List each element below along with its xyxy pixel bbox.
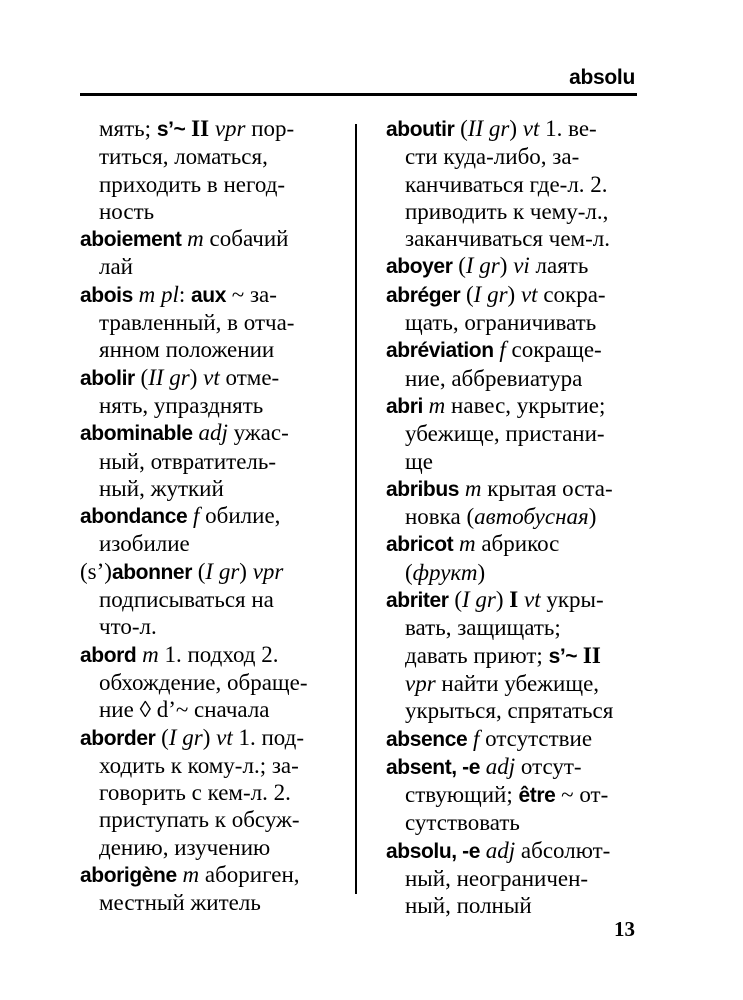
text-run: ( (134, 364, 149, 390)
text-run: дению, изучению (99, 834, 271, 860)
grammar-label: adj (198, 420, 228, 446)
grammar-label: m (187, 226, 204, 252)
text-run: крытая оста- (481, 475, 613, 501)
headword: abribus (386, 477, 460, 501)
entry-line (386, 530, 642, 558)
text-run: навес, укрытие; (445, 392, 606, 418)
headword: absence (386, 727, 468, 751)
headword: aboyer (386, 255, 453, 279)
entry-line (386, 725, 642, 753)
text-run: ние ◊ d’~ сначала (99, 697, 270, 723)
grammar-label: adj (485, 753, 516, 779)
text-run: подписываться на (99, 587, 274, 613)
entry-line (386, 809, 642, 836)
entry-line (80, 336, 342, 363)
grammar-label: II gr (467, 116, 510, 141)
entry-line (386, 586, 642, 614)
text-run: 1. подход 2. (158, 641, 279, 667)
entry-line (80, 198, 342, 225)
entry-line (386, 225, 642, 252)
text-run: ~ от- (555, 782, 609, 808)
text-run: 1. под- (232, 724, 304, 750)
headword: abri (386, 394, 423, 418)
text-run: ствующий; (405, 782, 519, 808)
text-run: укрыться, спрятаться (405, 698, 614, 724)
text-run: ( (155, 724, 169, 750)
entry-line (386, 448, 642, 475)
text-run: ( (191, 558, 206, 584)
entry-line (386, 503, 642, 530)
text-run: : (178, 281, 191, 307)
headword: aborder (80, 726, 156, 750)
text-run: лаять (529, 253, 589, 279)
text-run: отсутствие (479, 725, 593, 751)
text-run: ние, аббревиатура (405, 365, 583, 391)
text-run: травленный, в отча- (99, 310, 295, 336)
text-run: ( (448, 587, 462, 613)
text-run: ) (495, 587, 510, 613)
text-run: отсут- (515, 753, 582, 779)
grammar-label: être (518, 784, 556, 808)
text-run: обилие, (199, 503, 281, 529)
grammar-label: фрукт (412, 559, 478, 585)
headword: abonner (111, 560, 192, 584)
grammar-label: s’~ (156, 118, 186, 141)
headword: abolir (80, 366, 135, 390)
entry-line (80, 613, 342, 640)
entry-line (386, 753, 642, 781)
text-run: абсолют- (515, 837, 611, 863)
grammar-label: m (182, 862, 200, 888)
text-run: ) (477, 559, 486, 585)
entry-line (80, 806, 342, 833)
entry-line (80, 530, 342, 557)
grammar-label: s’~ (548, 644, 578, 668)
text-run: абориген, (199, 862, 300, 888)
text-run: мять; (99, 116, 157, 141)
text-run: ( (452, 253, 466, 279)
headword: abréger (386, 283, 461, 307)
text-run: ) (588, 504, 597, 530)
text-run: убежище, пристани- (405, 421, 605, 447)
text-run: заканчиваться чем-л. (405, 226, 610, 252)
entry-line (386, 365, 642, 392)
text-run: укры- (540, 587, 604, 613)
headword: abominable (80, 422, 193, 446)
grammar-label: vi (513, 253, 530, 279)
text-run: ~ за- (226, 281, 277, 307)
entry-line (80, 502, 342, 530)
entry-line (80, 752, 342, 779)
text-run: ( (405, 559, 413, 585)
entry-line (386, 614, 642, 641)
entry-line (80, 586, 342, 613)
header-rule (80, 93, 637, 96)
text-run: местный житель (99, 890, 261, 916)
grammar-label: II (582, 642, 601, 668)
text-run: лай (99, 254, 133, 280)
entry-line (80, 392, 342, 419)
text-run: ще (405, 448, 433, 474)
grammar-label: vt (523, 587, 541, 613)
entry-line (80, 281, 342, 309)
dictionary-column-left (80, 115, 342, 917)
entry-line (80, 143, 342, 170)
text-run: ) (239, 558, 253, 584)
grammar-label: vt (522, 116, 540, 141)
text-run: абрикос (475, 531, 560, 557)
headword: aboutir (386, 118, 455, 141)
text-run: щать, ограничивать (405, 310, 597, 336)
entry-line (80, 779, 342, 806)
grammar-label: I gr (465, 253, 500, 279)
entry-line (386, 865, 642, 892)
grammar-label: II (191, 116, 210, 141)
text-run: ( (454, 116, 468, 141)
grammar-label: I gr (473, 281, 508, 307)
grammar-label: I (509, 587, 519, 613)
grammar-label: m (142, 641, 159, 667)
grammar-label: I gr (461, 587, 496, 613)
entry-line (386, 475, 642, 503)
text-run: сутствовать (405, 810, 520, 836)
text-run: (s’) (80, 558, 112, 584)
headword: abondance (80, 505, 188, 529)
text-run: отме- (219, 364, 280, 390)
dictionary-column-right (386, 115, 642, 920)
grammar-label: II gr (148, 364, 190, 390)
grammar-label: vt (216, 724, 233, 750)
headword: absent, -e (386, 755, 481, 779)
entry-line (80, 641, 342, 669)
running-head: absolu (569, 66, 635, 89)
grammar-label: I gr (205, 558, 240, 584)
text-run: ный, отвратитель- (99, 448, 277, 474)
grammar-label: vpr (214, 116, 246, 141)
text-run: канчиваться где-л. 2. (405, 171, 608, 197)
text-run: пор- (245, 116, 295, 141)
entry-line (386, 252, 642, 280)
grammar-label: f (473, 725, 480, 751)
text-run: что-л. (99, 614, 157, 640)
entry-line (80, 225, 342, 253)
text-run: сти куда-либо, за- (405, 144, 580, 170)
entry-line (386, 420, 642, 447)
grammar-label: m (464, 475, 482, 501)
entry-line (386, 837, 642, 865)
grammar-label: m (458, 531, 476, 557)
text-run: давать приют; (405, 642, 549, 668)
text-run: новка ( (405, 504, 475, 530)
headword: aboiement (80, 228, 182, 252)
entry-line (80, 834, 342, 861)
text-run: обхождение, обраще- (99, 669, 308, 695)
text-run: найти убежище, (435, 670, 600, 696)
entry-line (80, 558, 342, 586)
entry-line (386, 115, 642, 143)
entry-line (80, 861, 342, 889)
entry-line (80, 171, 342, 198)
entry-line (386, 781, 642, 809)
entry-line (80, 475, 342, 502)
entry-line (386, 171, 642, 198)
headword: absolu, -e (386, 839, 481, 863)
text-run: ) (189, 364, 204, 390)
text-run: ) (509, 116, 523, 141)
text-run: ) (499, 253, 514, 279)
entry-line (386, 670, 642, 697)
entry-line (386, 697, 642, 724)
page-number: 13 (614, 917, 635, 941)
headword: abord (80, 643, 137, 667)
grammar-label: m (428, 392, 446, 418)
grammar-label: vt (203, 364, 220, 390)
headword: aborigène (80, 864, 177, 888)
entry-line (80, 309, 342, 336)
entry-line (386, 198, 642, 225)
entry-line (80, 889, 342, 916)
entry-line (80, 364, 342, 392)
headword: abriter (386, 589, 449, 613)
grammar-label: aux (191, 283, 226, 307)
text-run: приводить к чему-л., (405, 198, 609, 224)
text-run: говорить с кем-л. 2. (99, 780, 291, 806)
text-run: ) (202, 724, 217, 750)
entry-line (80, 448, 342, 475)
text-run: приступать к обсуж- (99, 807, 300, 833)
entry-line (386, 392, 642, 420)
headword: abois (80, 283, 133, 307)
grammar-label: I gr (168, 724, 203, 750)
grammar-label: f (193, 503, 200, 529)
text-run: ) (507, 281, 521, 307)
text-run: 1. ве- (539, 116, 597, 141)
text-run: приходить в негод- (99, 171, 286, 197)
text-run: сокра- (537, 281, 606, 307)
text-run: изобилие (99, 531, 190, 557)
entry-line (80, 115, 342, 143)
grammar-label: f (499, 337, 506, 363)
text-run: ность (99, 198, 155, 224)
text-run: титься, ломаться, (99, 144, 268, 170)
grammar-label: vpr (252, 558, 284, 584)
text-run: нять, упразднять (99, 392, 264, 418)
text-run: ный, жуткий (99, 475, 224, 501)
entry-line (386, 892, 642, 919)
text-run: ( (460, 281, 474, 307)
grammar-label: m pl (138, 281, 179, 307)
text-run: ный, неограничен- (405, 866, 589, 892)
text-run: вать, защищать; (405, 615, 561, 641)
entry-line (80, 724, 342, 752)
headword: abricot (386, 533, 454, 557)
entry-line (80, 696, 342, 723)
entry-line (80, 253, 342, 280)
column-divider (355, 124, 357, 894)
grammar-label: vpr (405, 670, 436, 696)
text-run: ужас- (227, 420, 289, 446)
text-run: собачий (203, 226, 289, 252)
text-run: янном положении (99, 337, 275, 363)
entry-line (80, 419, 342, 447)
entry-line (386, 336, 642, 364)
entry-line (386, 559, 642, 586)
grammar-label: автобусная (474, 504, 589, 530)
entry-line (386, 143, 642, 170)
grammar-label: adj (485, 837, 516, 863)
headword: abréviation (386, 339, 494, 363)
text-run: сокраще- (505, 337, 602, 363)
entry-line (386, 281, 642, 309)
grammar-label: vt (520, 281, 538, 307)
text-run: ходить к кому-л.; за- (99, 752, 299, 778)
entry-line (80, 669, 342, 696)
entry-line (386, 642, 642, 670)
text-run: ный, полный (405, 893, 532, 919)
entry-line (386, 309, 642, 336)
